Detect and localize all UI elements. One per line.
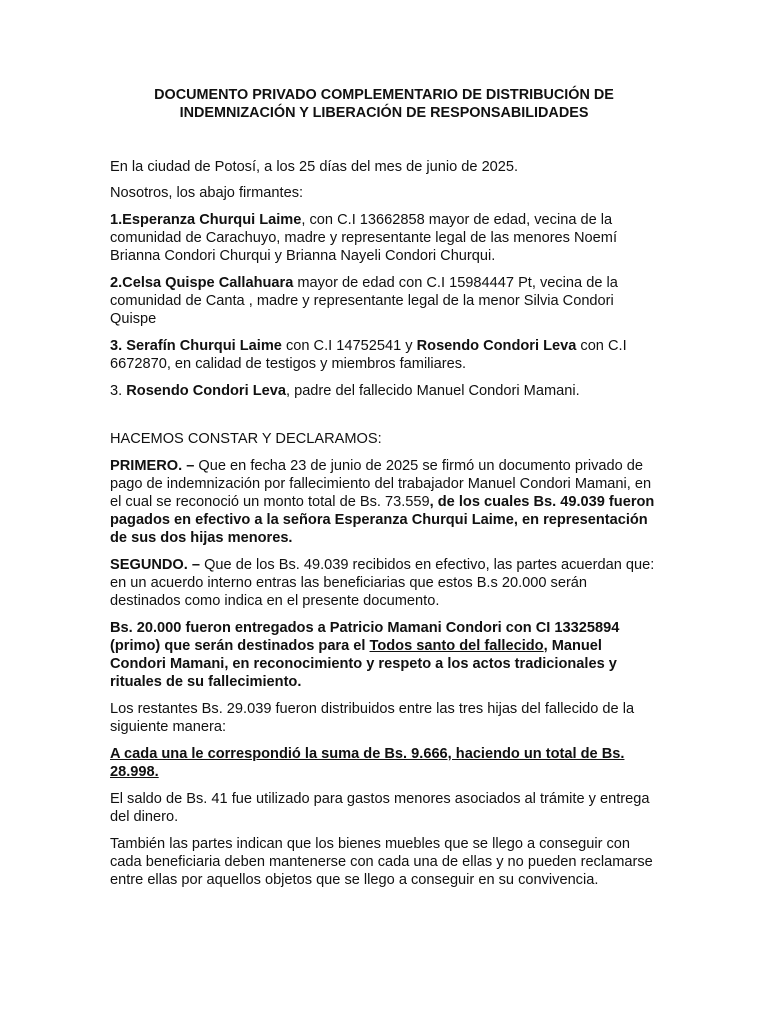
party-2-paragraph	[110, 274, 658, 328]
document-page	[110, 86, 658, 889]
party-3-mid: con C.I 14752541 y	[281, 338, 417, 354]
party-2-name: 2.Celsa Quispe Callahuara	[110, 275, 294, 291]
segundo-paragraph	[110, 556, 658, 610]
patricio-part-2: , Manuel Condori Mamani, en reconocimiento y respeto a los actos tradicionales y rituales de su fallecimiento.	[110, 638, 617, 690]
party-3-name-1: 3. Serafín Churqui Laime	[110, 338, 282, 354]
party-4-text: , padre del fallecido Manuel Condori Mamani.	[285, 383, 580, 399]
document-title	[104, 86, 664, 122]
party-4-paragraph	[110, 382, 658, 400]
saldo-paragraph: El saldo de Bs. 41 fue utilizado para gastos menores asociados al trámite y entrega del dinero.	[110, 791, 650, 825]
patricio-part-1: Bs. 20.000 fueron entregados a Patricio Mamani Condori con CI 13325894 (primo) que serán destinados para el	[110, 620, 620, 654]
segundo-label: SEGUNDO. –	[110, 557, 201, 573]
title-line-2: INDEMNIZACIÓN Y LIBERACIÓN DE RESPONSABILIDADES	[179, 105, 589, 121]
party-1-paragraph	[110, 211, 658, 265]
primero-bold: , de los cuales Bs. 49.039 fueron pagados en efectivo a la señora Esperanza Churqui Laime, en representación de sus dos hijas menores.	[110, 494, 655, 546]
party-4-prefix: 3.	[110, 383, 127, 399]
title-line-1: DOCUMENTO PRIVADO COMPLEMENTARIO DE DISTRIBUCIÓN DE	[154, 87, 614, 103]
party-1-name: 1.Esperanza Churqui Laime	[110, 212, 302, 228]
patricio-paragraph	[110, 619, 658, 691]
party-3-name-2: Rosendo Condori Leva	[416, 338, 577, 354]
party-3-text: con C.I 6672870, en calidad de testigos y miembros familiares.	[110, 338, 627, 372]
cada-una-paragraph: A cada una le correspondió la suma de Bs. 9.666, haciendo un total de Bs. 28.998.	[110, 746, 625, 780]
place-date: En la ciudad de Potosí, a los 25 días del mes de junio de 2025.	[110, 159, 519, 175]
primero-paragraph	[110, 457, 658, 547]
patricio-underlined: Todos santo del fallecido	[369, 638, 544, 654]
restantes-paragraph: Los restantes Bs. 29.039 fueron distribuidos entre las tres hijas del fallecido de la siguiente manera:	[110, 701, 635, 735]
party-3-paragraph	[110, 337, 658, 373]
primero-text: Que en fecha 23 de junio de 2025 se firmó un documento privado de pago de indemnización por fallecimiento del trabajador Manuel Condori Mamani, en el cual se reconoció un monto total de Bs. 73.559	[110, 458, 652, 510]
segundo-text: Que de los Bs. 49.039 recibidos en efectivo, las partes acuerdan que: en un acuerdo interno entras las beneficiarias que estos B.s 20.000 serán destinados como indica en el presente documento.	[110, 557, 655, 609]
signers-intro: Nosotros, los abajo firmantes:	[110, 185, 304, 201]
primero-label: PRIMERO. –	[110, 458, 195, 474]
declare-heading: HACEMOS CONSTAR Y DECLARAMOS:	[110, 431, 382, 447]
party-1-text: , con C.I 13662858 mayor de edad, vecina de la comunidad de Carachuyo, madre y representante legal de las menores Noemí Brianna Condori Churqui y Brianna Nayeli Condori Churqui.	[110, 212, 618, 264]
party-2-text: mayor de edad con C.I 15984447 Pt, vecina de la comunidad de Canta , madre y representante legal de la menor Silvia Condori Quispe	[110, 275, 618, 327]
bienes-paragraph: También las partes indican que los bienes muebles que se llego a conseguir con cada beneficiaria deben mantenerse con cada una de ellas y no pueden reclamarse entre ellas por aquellos objetos que se llego a conseguir en su convivencia.	[110, 836, 653, 888]
party-4-name: Rosendo Condori Leva	[126, 383, 286, 399]
